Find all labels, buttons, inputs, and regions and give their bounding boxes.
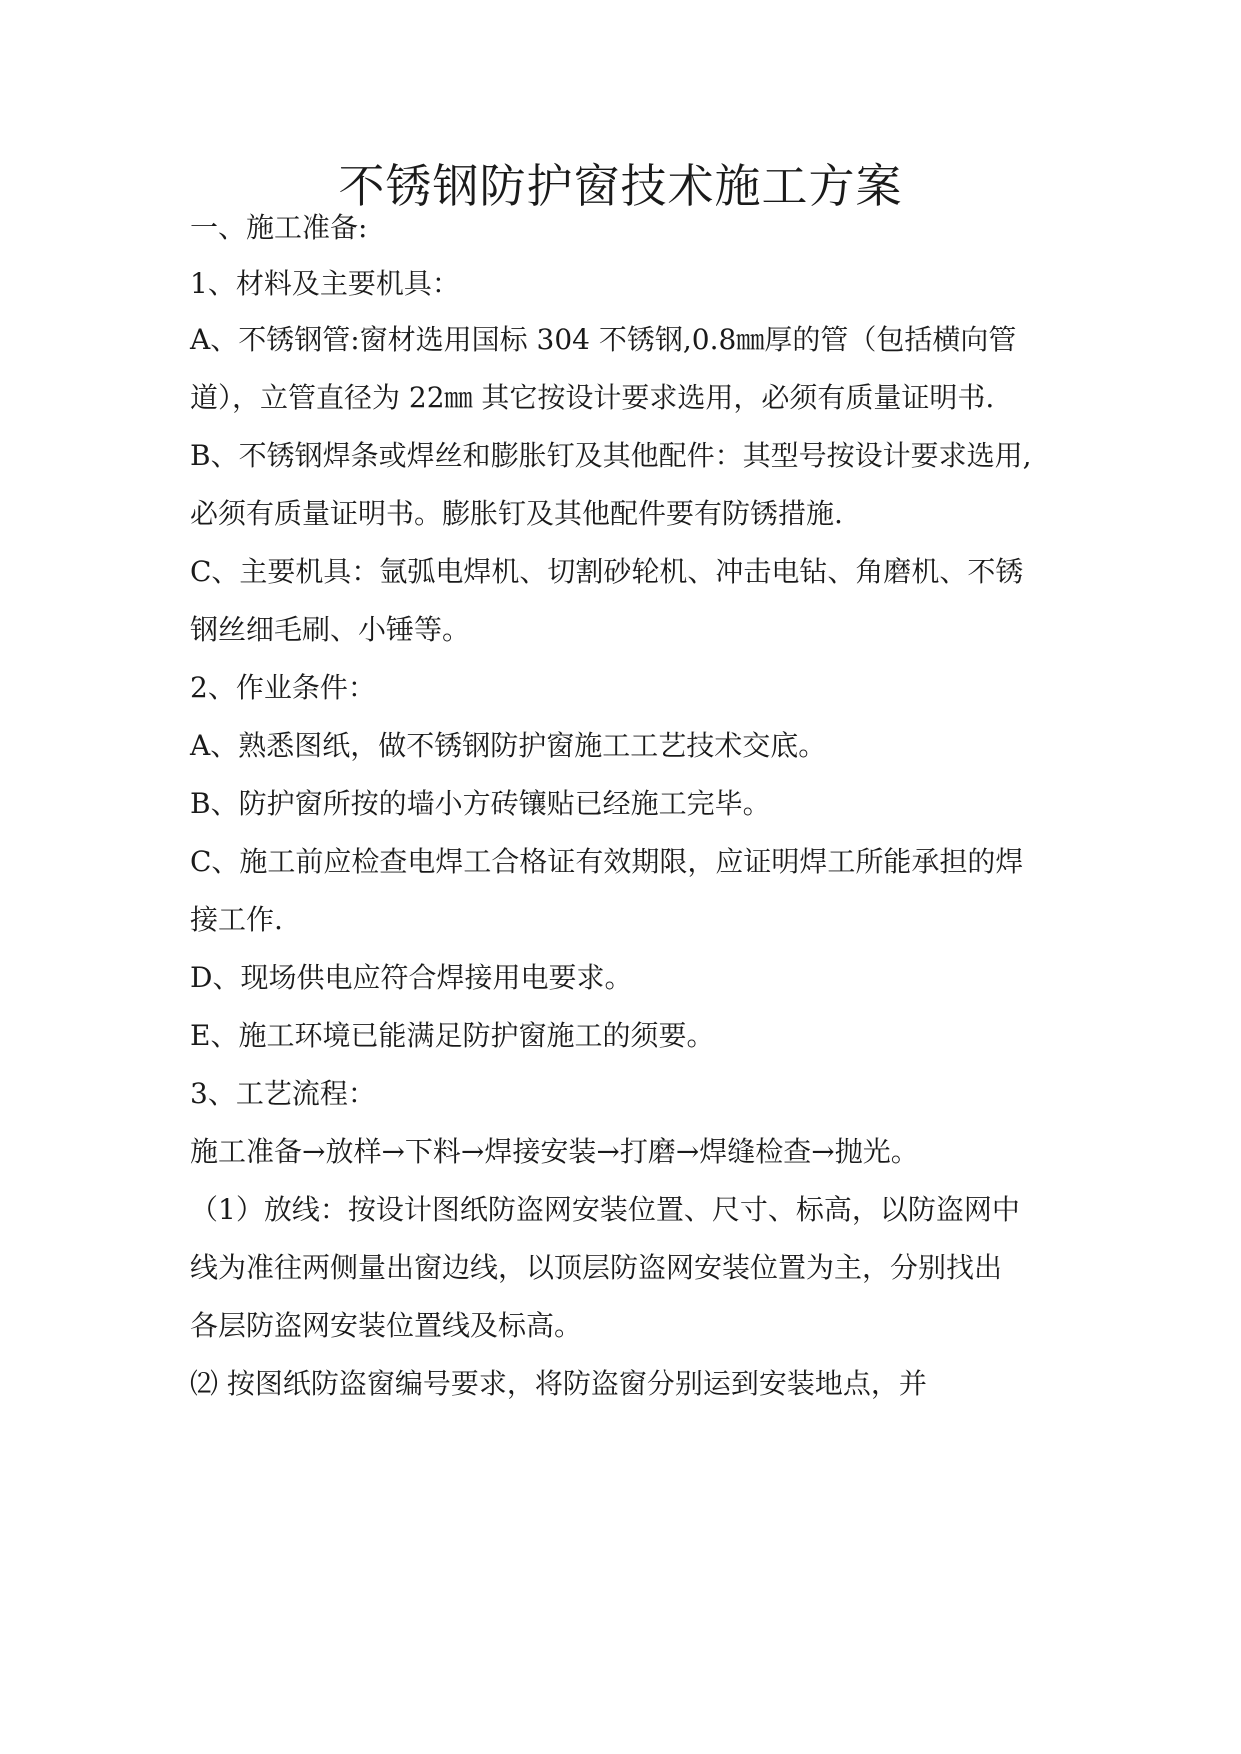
paragraph-line: E、施工环境已能满足防护窗施工的须要。 — [190, 1019, 715, 1052]
paragraph-line: C、主要机具：氩弧电焊机、切割砂轮机、冲击电钻、角磨机、不锈 — [190, 555, 1024, 588]
paragraph-line: D、现场供电应符合焊接用电要求。 — [190, 961, 633, 994]
process-flow-line: 施工准备→放样→下料→焊接安装→打磨→焊缝检查→抛光。 — [190, 1135, 919, 1168]
paragraph-line: A、熟悉图纸，做不锈钢防护窗施工工艺技术交底。 — [190, 729, 827, 762]
subheading-materials: 1、材料及主要机具： — [190, 267, 460, 300]
subheading-process-flow: 3、工艺流程： — [190, 1077, 376, 1110]
paragraph-line: ⑵ 按图纸防盗窗编号要求，将防盗窗分别运到安装地点，并 — [190, 1367, 927, 1400]
subheading-work-conditions: 2、作业条件： — [190, 671, 376, 704]
paragraph-line: B、防护窗所按的墙小方砖镶贴已经施工完毕。 — [190, 787, 771, 820]
paragraph-line: 各层防盗网安装位置线及标高。 — [190, 1309, 583, 1342]
paragraph-line: 接工作. — [190, 903, 283, 936]
paragraph-line: A、不锈钢管:窗材选用国标 304 不锈钢,0.8㎜厚的管（包括横向管 — [190, 323, 1017, 356]
paragraph-line: （1）放线：按设计图纸防盗网安装位置、尺寸、标高，以防盗网中 — [190, 1193, 1020, 1226]
paragraph-line: 道），立管直径为 22㎜ 其它按设计要求选用，必须有质量证明书. — [190, 381, 995, 414]
paragraph-line: 线为准往两侧量出窗边线，以顶层防盗网安装位置为主，分别找出 — [190, 1251, 1003, 1284]
section-heading-preparation: 一、施工准备: — [190, 211, 368, 244]
paragraph-line: 钢丝细毛刷、小锤等。 — [190, 613, 471, 646]
paragraph-line: C、施工前应检查电焊工合格证有效期限，应证明焊工所能承担的焊 — [190, 845, 1024, 878]
paragraph-line: 必须有质量证明书。膨胀钉及其他配件要有防锈措施. — [190, 497, 843, 530]
paragraph-line: B、不锈钢焊条或焊丝和膨胀钉及其他配件：其型号按设计要求选用, — [190, 439, 1032, 472]
document-title: 不锈钢防护窗技术施工方案 — [338, 159, 903, 213]
